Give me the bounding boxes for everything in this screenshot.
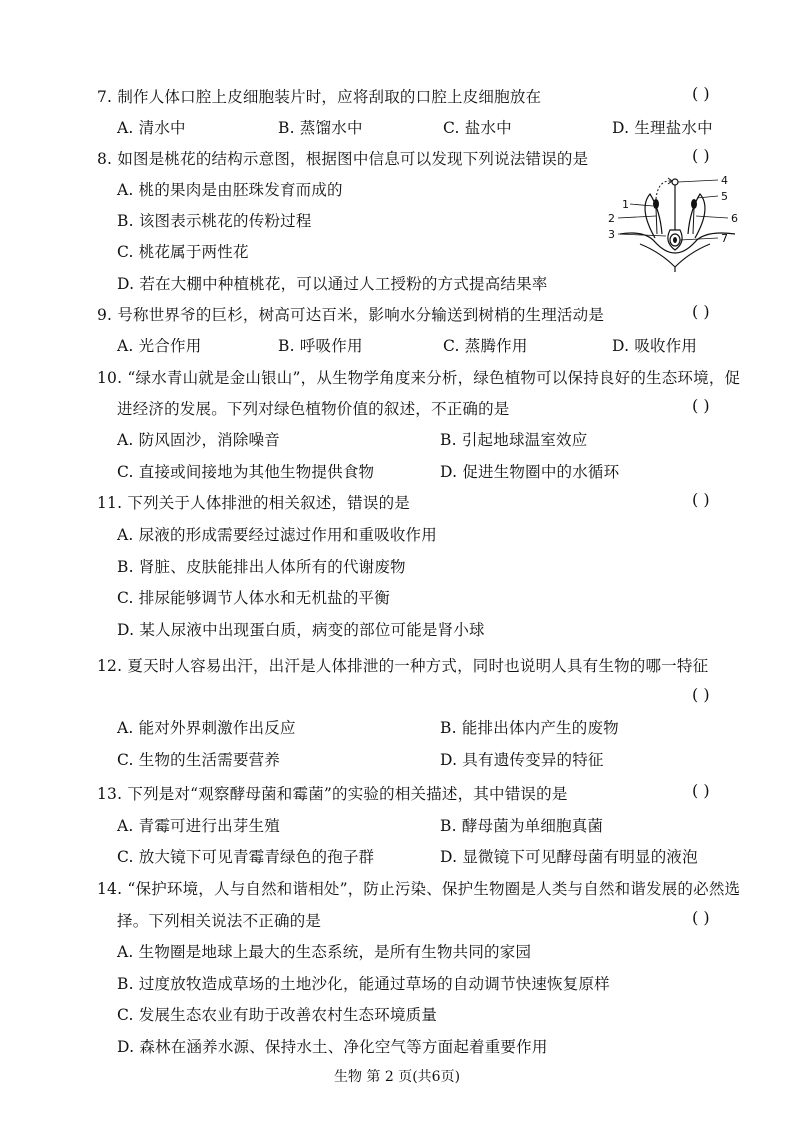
question-8-stem: 8. 如图是桃花的结构示意图，根据图中信息可以发现下列说法错误的是 — [97, 150, 589, 168]
diagram-label-3: 3 — [608, 228, 615, 241]
question-14-stem-line-2: 择。下列相关说法不正确的是 — [117, 912, 322, 930]
question-12-option-a: A. 能对外界刺激作出反应 — [117, 719, 296, 737]
question-12-option-d: D. 具有遗传变异的特征 — [440, 751, 604, 769]
question-9-option-c: C. 蒸腾作用 — [443, 337, 528, 355]
question-9-option-b: B. 呼吸作用 — [278, 337, 363, 355]
question-10-stem-line-2: 进经济的发展。下列对绿色植物价值的叙述，不正确的是 — [117, 400, 510, 418]
question-7-option-c: C. 盐水中 — [443, 119, 512, 137]
question-10-option-d: D. 促进生物圈中的水循环 — [440, 463, 620, 481]
question-9-option-a: A. 光合作用 — [117, 337, 202, 355]
question-10-option-b: B. 引起地球温室效应 — [440, 431, 588, 449]
question-9-option-d: D. 吸收作用 — [612, 337, 698, 355]
question-14-option-c: C. 发展生态农业有助于改善农村生态环境质量 — [117, 1006, 438, 1024]
question-10-answer-paren: ( ) — [692, 396, 710, 415]
question-7-option-b: B. 蒸馏水中 — [278, 119, 363, 137]
question-14-option-a: A. 生物圈是地球上最大的生态系统，是所有生物共同的家园 — [117, 943, 532, 961]
question-12-option-b: B. 能排出体内产生的废物 — [440, 719, 619, 737]
question-11-option-b: B. 肾脏、皮肤能排出人体所有的代谢废物 — [117, 558, 406, 576]
diagram-label-1: 1 — [622, 198, 629, 211]
question-7-option-d: D. 生理盐水中 — [612, 119, 713, 137]
question-11-stem: 11. 下列关于人体排泄的相关叙述，错误的是 — [97, 494, 410, 512]
question-8-option-b: B. 该图表示桃花的传粉过程 — [117, 212, 312, 230]
question-7-stem: 7. 制作人体口腔上皮细胞装片时，应将刮取的口腔上皮细胞放在 — [97, 88, 542, 106]
diagram-label-6: 6 — [731, 212, 738, 225]
question-13-option-b: B. 酵母菌为单细胞真菌 — [440, 817, 604, 835]
question-8-option-c: C. 桃花属于两性花 — [117, 243, 249, 261]
question-11-answer-paren: ( ) — [692, 490, 710, 509]
question-12-stem: 12. 夏天时人容易出汗，出汗是人体排泄的一种方式，同时也说明人具有生物的哪一特征 — [97, 657, 709, 675]
question-13-answer-paren: ( ) — [692, 781, 710, 800]
question-9-stem: 9. 号称世界爷的巨杉，树高可达百米，影响水分输送到树梢的生理活动是 — [97, 306, 605, 324]
question-11-option-c: C. 排尿能够调节人体水和无机盐的平衡 — [117, 589, 390, 607]
question-10-option-c: C. 直接或间接地为其他生物提供食物 — [117, 463, 375, 481]
diagram-label-4: 4 — [721, 174, 728, 187]
question-11-option-d: D. 某人尿液中出现蛋白质，病变的部位可能是肾小球 — [117, 621, 485, 639]
question-10-stem-line-1: 10. “绿水青山就是金山银山”，从生物学角度来分析，绿色植物可以保持良好的生态环境，促 — [97, 369, 741, 387]
question-8-option-d: D. 若在大棚中种植桃花，可以通过人工授粉的方式提高结果率 — [117, 275, 548, 293]
question-14-option-d: D. 森林在涵养水源、保持水土、净化空气等方面起着重要作用 — [117, 1038, 548, 1056]
question-12-answer-paren: ( ) — [692, 685, 710, 704]
question-14-answer-paren: ( ) — [692, 908, 710, 927]
peach-flower-diagram — [600, 172, 750, 272]
question-13-stem: 13. 下列是对“观察酵母菌和霉菌”的实验的相关描述，其中错误的是 — [97, 785, 568, 803]
question-7-option-a: A. 清水中 — [117, 119, 186, 137]
question-10-option-a: A. 防风固沙，消除噪音 — [117, 431, 280, 449]
question-13-option-c: C. 放大镜下可见青霉青绿色的孢子群 — [117, 848, 375, 866]
question-8-answer-paren: ( ) — [692, 146, 710, 165]
question-12-option-c: C. 生物的生活需要营养 — [117, 751, 281, 769]
question-11-option-a: A. 尿液的形成需要经过滤过作用和重吸收作用 — [117, 526, 437, 544]
question-9-answer-paren: ( ) — [692, 302, 710, 321]
diagram-label-5: 5 — [721, 190, 728, 203]
diagram-label-7: 7 — [721, 232, 728, 245]
diagram-label-2: 2 — [608, 212, 615, 225]
question-13-option-d: D. 显微镜下可见酵母菌有明显的液泡 — [440, 848, 698, 866]
question-14-stem-line-1: 14. “保护环境，人与自然和谐相处”，防止污染、保护生物圈是人类与自然和谐发展的必然选 — [97, 880, 741, 898]
question-13-option-a: A. 青霉可进行出芽生殖 — [117, 817, 280, 835]
page-footer: 生物 第 2 页(共6页) — [333, 1069, 461, 1085]
question-8-option-a: A. 桃的果肉是由胚珠发育而成的 — [117, 181, 343, 199]
question-7-answer-paren: ( ) — [692, 84, 710, 103]
question-14-option-b: B. 过度放牧造成草场的土地沙化，能通过草场的自动调节快速恢复原样 — [117, 975, 610, 993]
